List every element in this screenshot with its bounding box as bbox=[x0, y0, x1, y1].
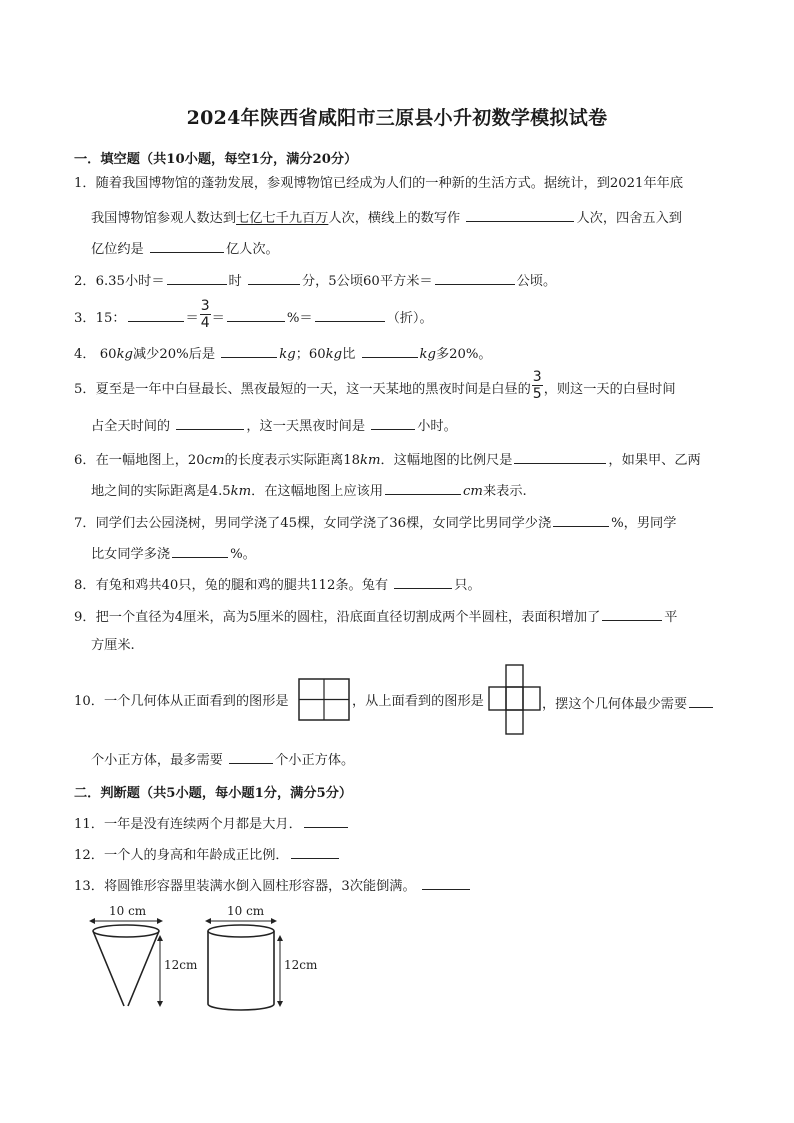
unit-cm: cm bbox=[463, 484, 483, 499]
q13-line bbox=[74, 877, 472, 893]
q3-line bbox=[74, 298, 433, 331]
fraction-denominator: 4 bbox=[200, 315, 210, 331]
top-view-figure bbox=[488, 664, 542, 736]
q4-line bbox=[74, 345, 492, 361]
q6-line1 bbox=[74, 451, 701, 467]
answer-blank[interactable] bbox=[172, 545, 228, 558]
q10-text: 个小正方体，最多需要 bbox=[91, 753, 228, 768]
fraction-three-quarters bbox=[200, 299, 211, 330]
answer-blank[interactable] bbox=[229, 751, 273, 764]
q7-text: %，男同学 bbox=[611, 516, 677, 531]
q1-line3 bbox=[91, 240, 279, 256]
q1-text: 人次，横线上的数写作 bbox=[328, 211, 465, 226]
q9-line1 bbox=[74, 608, 677, 624]
section-fill-in-heading: 一．填空题（共10小题，每空1分，满分20分） bbox=[74, 152, 358, 167]
answer-blank[interactable] bbox=[362, 345, 418, 358]
answer-blank[interactable] bbox=[385, 482, 461, 495]
q11-line bbox=[74, 815, 350, 831]
q10-line2 bbox=[91, 751, 354, 767]
answer-blank[interactable] bbox=[689, 695, 713, 708]
unit-kg: kg bbox=[279, 347, 296, 362]
q3-text: 3．15： bbox=[74, 311, 126, 326]
q6-text: ，如果甲、乙两 bbox=[608, 453, 701, 468]
cone-side-left bbox=[93, 931, 124, 1006]
q1-line1: 1．随着我国博物馆的蓬勃发展，参观博物馆已经成为人们的一种新的生活方式。据统计，到2021年年底 bbox=[74, 176, 684, 191]
answer-blank[interactable] bbox=[248, 272, 300, 285]
q7-line2 bbox=[91, 545, 256, 561]
top-view-square bbox=[506, 687, 523, 710]
answer-blank[interactable] bbox=[128, 309, 184, 322]
answer-blank[interactable] bbox=[150, 240, 224, 253]
q6-text: 的长度表示实际距离18 bbox=[224, 453, 361, 468]
unit-km: km bbox=[230, 484, 252, 499]
q5-text: 小时。 bbox=[417, 419, 457, 434]
q1-text: 亿人次。 bbox=[225, 242, 279, 257]
q2-text: 时 bbox=[228, 274, 246, 289]
exam-title: 2024年陕西省咸阳市三原县小升初数学模拟试卷 bbox=[186, 107, 608, 129]
answer-blank[interactable] bbox=[304, 815, 348, 828]
answer-blank[interactable] bbox=[553, 514, 609, 527]
q3-text: ＝ bbox=[185, 311, 199, 326]
section-true-false-heading: 二．判断题（共5小题，每小题1分，满分5分） bbox=[74, 786, 353, 801]
q4-text: 比 bbox=[342, 347, 360, 362]
answer-blank[interactable] bbox=[466, 209, 574, 222]
unit-cm: cm bbox=[204, 453, 225, 468]
q10-line1 bbox=[74, 695, 289, 708]
q12-text: 12．一个人的身高和年龄成正比例． bbox=[74, 848, 289, 863]
cone-width-label: 10 cm bbox=[109, 904, 147, 918]
q4-text: 4． 60 bbox=[74, 347, 117, 362]
cone-height-label: 12cm bbox=[164, 958, 198, 972]
q9-line2: 方厘米. bbox=[91, 638, 135, 653]
cylinder-top-ellipse bbox=[208, 925, 274, 937]
unit-kg: kg bbox=[419, 347, 436, 362]
q5-text: ，这一天黑夜时间是 bbox=[246, 419, 370, 434]
q5-line2 bbox=[91, 417, 457, 433]
q1-line2 bbox=[91, 209, 682, 225]
q7-line1 bbox=[74, 514, 676, 530]
answer-blank[interactable] bbox=[394, 576, 452, 589]
q6-text: 来表示. bbox=[482, 484, 527, 499]
q10-text: ，摆这个几何体最少需要 bbox=[542, 697, 688, 712]
unit-kg: kg bbox=[325, 347, 343, 362]
answer-blank[interactable] bbox=[602, 608, 662, 621]
top-view-square bbox=[506, 665, 523, 687]
q9-text: 9．把一个直径为4厘米，高为5厘米的圆柱，沿底面直径切割成两个半圆柱，表面积增加了 bbox=[74, 610, 601, 625]
q2-text: 公顷。 bbox=[516, 274, 557, 289]
top-view-square bbox=[489, 687, 506, 710]
q6-text: 地之间的实际距离是4.5 bbox=[91, 484, 231, 499]
fraction-numerator: 3 bbox=[200, 298, 210, 314]
q10-text: 个小正方体。 bbox=[275, 753, 355, 768]
q8-text: 8．有兔和鸡共40只，兔的腿和鸡的腿共112条。兔有 bbox=[74, 578, 393, 593]
q3-text: %＝ bbox=[286, 311, 313, 326]
q11-text: 11．一年是没有连续两个月都是大月． bbox=[74, 817, 302, 832]
q10-text: 10．一个几何体从正面看到的图形是 bbox=[74, 694, 289, 709]
q9-text: 平 bbox=[664, 610, 678, 625]
cylinder-width-label: 10 cm bbox=[227, 904, 265, 918]
cone-side-right bbox=[128, 931, 159, 1006]
q10-text-c bbox=[542, 695, 715, 711]
q6-text: ．在这幅地图上应该用 bbox=[251, 484, 384, 499]
answer-blank[interactable] bbox=[291, 846, 339, 859]
q4-text: ；60 bbox=[295, 347, 326, 362]
q5-text: 占全天时间的 bbox=[91, 419, 175, 434]
q1-text: 我国博物馆参观人数达到 bbox=[91, 211, 237, 226]
answer-blank[interactable] bbox=[315, 309, 385, 322]
q3-text: ＝ bbox=[211, 311, 225, 326]
q1-text: 人次，四舍五入到 bbox=[576, 211, 682, 226]
q1-underlined-number: 七亿七千九百万 bbox=[236, 211, 329, 226]
answer-blank[interactable] bbox=[167, 272, 227, 285]
q1-text: 亿位约是 bbox=[91, 242, 148, 257]
q5-text: ，则这一天的白昼时间 bbox=[543, 382, 676, 397]
top-view-square bbox=[506, 710, 523, 734]
q7-text: 比女同学多浇 bbox=[91, 547, 171, 562]
answer-blank[interactable] bbox=[435, 272, 515, 285]
answer-blank[interactable] bbox=[176, 417, 244, 430]
top-view-square bbox=[523, 687, 540, 710]
q10-text-b: ，从上面看到的图形是 bbox=[352, 694, 484, 709]
fraction-numerator: 3 bbox=[532, 369, 542, 385]
q8-line bbox=[74, 576, 481, 592]
q8-text: 只。 bbox=[454, 578, 481, 593]
front-view-figure bbox=[298, 678, 350, 721]
cylinder-bottom-arc bbox=[208, 1004, 274, 1010]
q6-text: ．这幅地图的比例尺是 bbox=[380, 453, 513, 468]
q5-line1 bbox=[74, 369, 676, 402]
cone-top-ellipse bbox=[93, 925, 159, 937]
q6-text: 6．在一幅地图上，20 bbox=[74, 453, 205, 468]
q7-text: %。 bbox=[230, 547, 256, 562]
q7-text: 7．同学们去公园浇树，男同学浇了45棵，女同学浇了36棵，女同学比男同学少浇 bbox=[74, 516, 552, 531]
cone-cylinder-figure bbox=[84, 900, 324, 1018]
answer-blank[interactable] bbox=[371, 417, 415, 430]
q4-text: 多20%。 bbox=[435, 347, 492, 362]
q2-text: 分，5公顷60平方米＝ bbox=[301, 274, 433, 289]
cylinder-height-label: 12cm bbox=[284, 958, 318, 972]
answer-blank[interactable] bbox=[221, 345, 277, 358]
q12-line bbox=[74, 846, 341, 862]
q13-text: 13．将圆锥形容器里装满水倒入圆柱形容器，3次能倒满。 bbox=[74, 879, 420, 894]
unit-kg: kg bbox=[116, 347, 133, 362]
q2-line bbox=[74, 272, 556, 288]
unit-km: km bbox=[360, 453, 381, 468]
fraction-denominator: 5 bbox=[532, 386, 542, 402]
q5-text: 5．夏至是一年中白昼最长、黑夜最短的一天，这一天某地的黑夜时间是白昼的 bbox=[74, 382, 531, 397]
fraction-three-fifths bbox=[532, 370, 543, 401]
q3-text: （折）。 bbox=[386, 311, 433, 326]
q6-line2 bbox=[91, 482, 527, 498]
answer-blank[interactable] bbox=[514, 451, 606, 464]
q4-text: 减少20%后是 bbox=[133, 347, 220, 362]
answer-blank[interactable] bbox=[422, 877, 470, 890]
answer-blank[interactable] bbox=[227, 309, 285, 322]
q2-text: 2．6.35小时＝ bbox=[74, 274, 165, 289]
